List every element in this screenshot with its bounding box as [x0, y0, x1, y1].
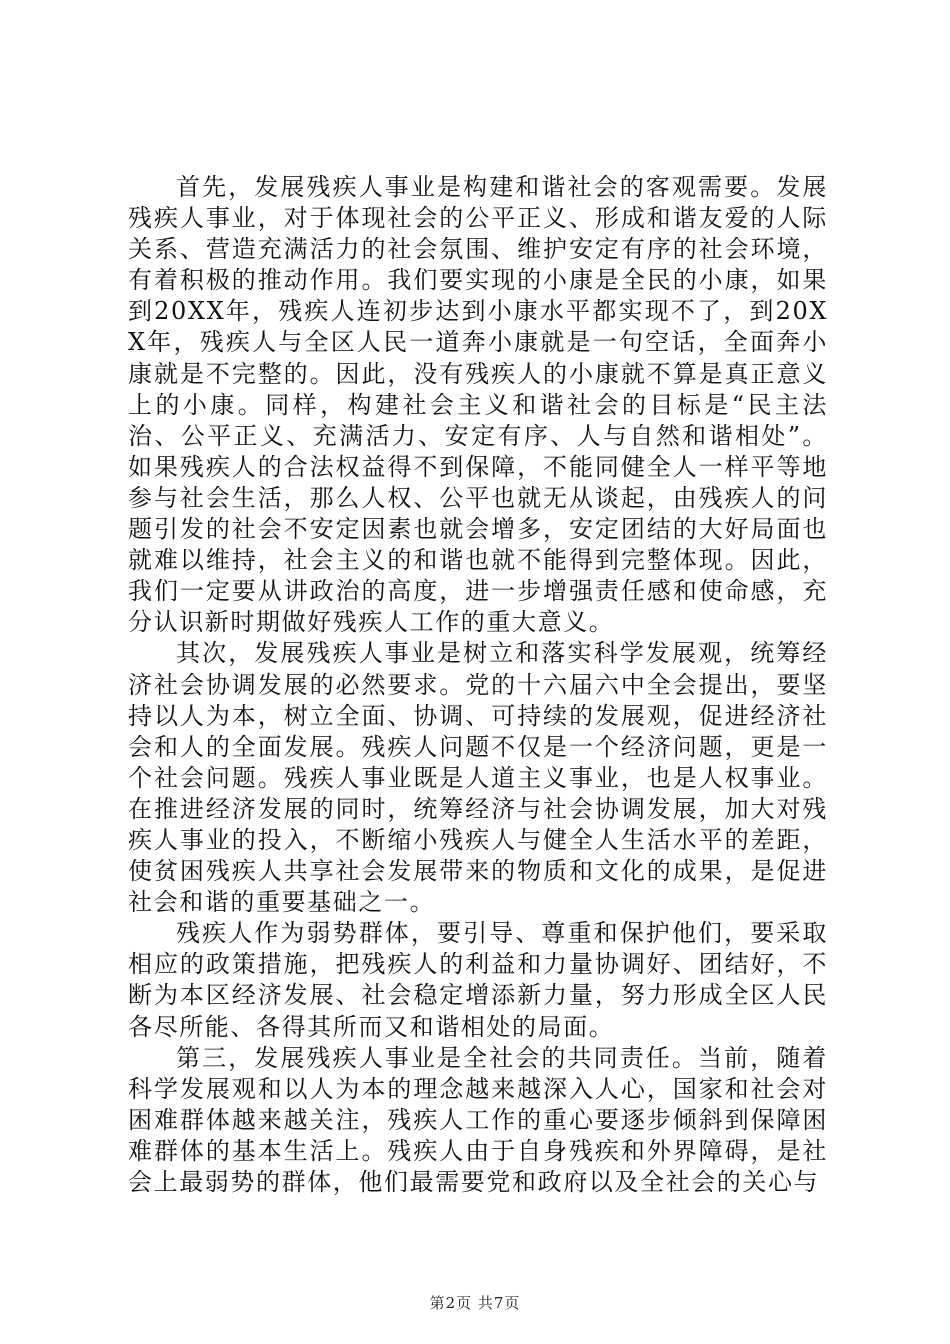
paragraph-third-reason: 第三，发展残疾人事业是全社会的共同责任。当前，随着科学发展观和以人为本的理念越来越深入人心，国家和社会对困难群体越来越关注，残疾人工作的重心要逐步倾斜到保障困难群体的基本生活上。残疾人由于自身残疾和外界障碍，是社会上最弱势的群体，他们最需要党和政府以及全社会的关心与 — [128, 1043, 828, 1196]
paragraph-vulnerable-groups: 残疾人作为弱势群体，要引导、尊重和保护他们，要采取相应的政策措施，把残疾人的利益和力量协调好、团结好，不断为本区经济发展、社会稳定增添新力量，努力形成全区人民各尽所能、各得其所而又和谐相处的局面。 — [128, 919, 828, 1041]
paragraph-first-reason: 首先，发展残疾人事业是构建和谐社会的客观需要。发展残疾人事业，对于体现社会的公平正义、形成和谐友爱的人际关系、营造充满活力的社会氛围、维护安定有序的社会环境，有着积极的推动作用。我们要实现的小康是全民的小康，如果到20XX年，残疾人连初步达到小康水平都实现不了，到20XX年，残疾人与全区人民一道奔小康就是一句空话，全面奔小康就是不完整的。因此，没有残疾人的小康就不算是真正意义上的小康。同样，构建社会主义和谐社会的目标是“民主法治、公平正义、充满活力、安定有序、人与自然和谐相处”。如果残疾人的合法权益得不到保障，不能同健全人一样平等地参与社会生活，那么人权、公平也就无从谈起，由残疾人的问题引发的社会不安定因素也就会增多，安定团结的大好局面也就难以维持，社会主义的和谐也就不能得到完整体现。因此，我们一定要从讲政治的高度，进一步增强责任感和使命感，充分认识新时期做好残疾人工作的重大意义。 — [128, 173, 828, 637]
body-text — [128, 172, 828, 1198]
page-number-footer: 第2页 共7页 — [429, 1294, 521, 1312]
paragraph-second-reason: 其次，发展残疾人事业是树立和落实科学发展观，统筹经济社会协调发展的必然要求。党的十六届六中全会提出，要坚持以人为本，树立全面、协调、可持续的发展观，促进经济社会和人的全面发展。残疾人问题不仅是一个经济问题，更是一个社会问题。残疾人事业既是人道主义事业，也是人权事业。在推进经济发展的同时，统筹经济与社会协调发展，加大对残疾人事业的投入，不断缩小残疾人与健全人生活水平的差距，使贫困残疾人共享社会发展带来的物质和文化的成果，是促进社会和谐的重要基础之一。 — [128, 639, 828, 917]
